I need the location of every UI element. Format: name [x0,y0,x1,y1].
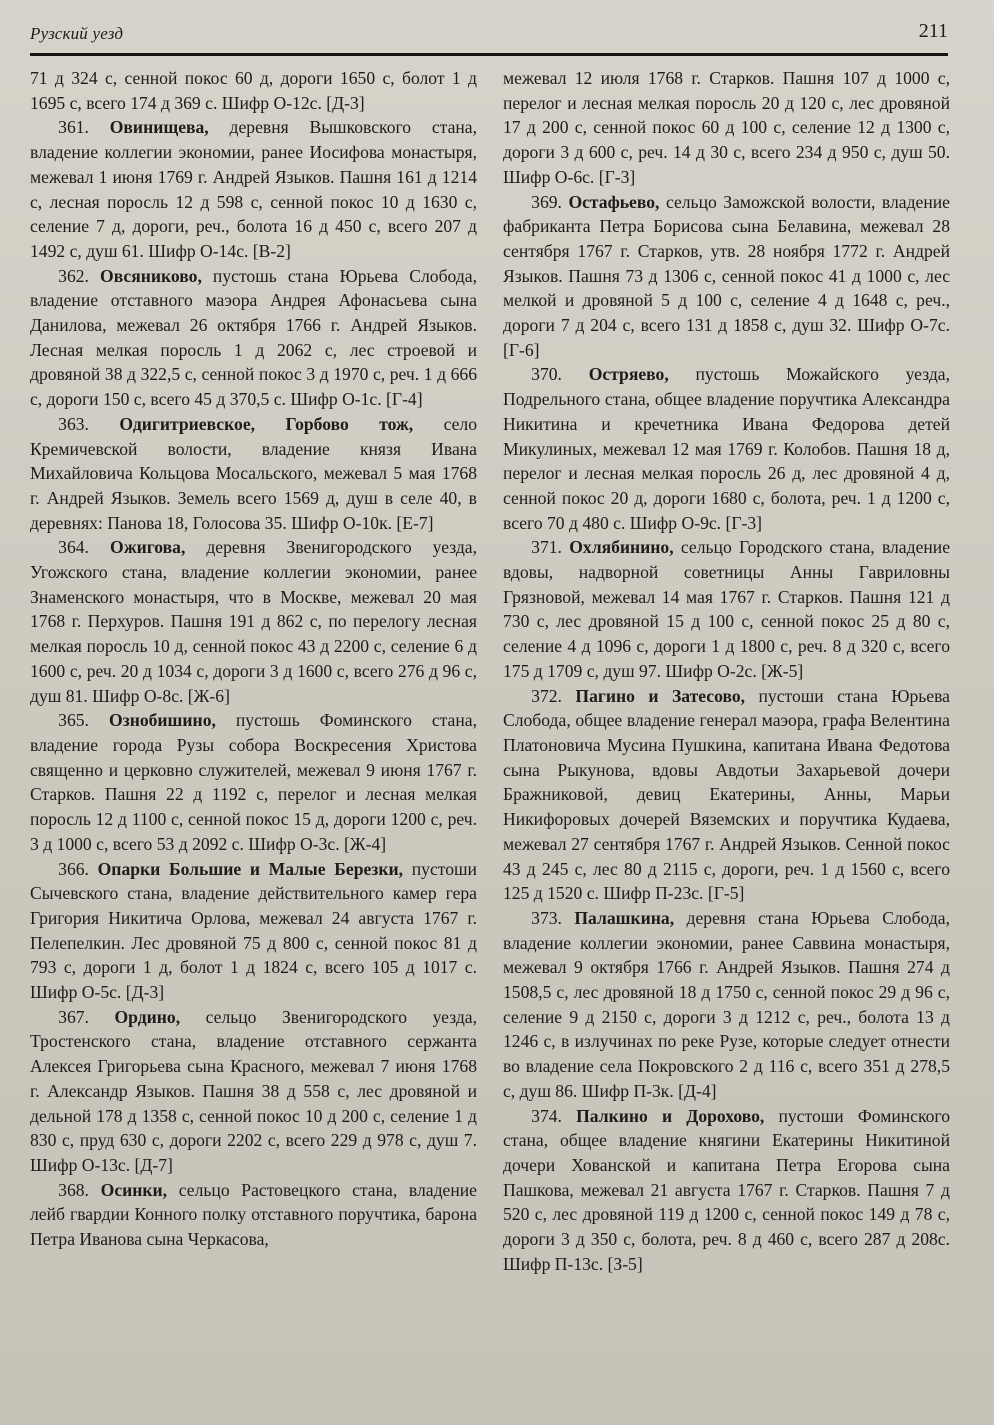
entry-text: пустоши стана Юрьева Слобода, общее владение генерал маэора, графа Велентина Платоновича Мусина Пушкина, капитана Ивана Федотова сына Рыкунова, вдовы Авдотьи Захарьевой дочери Бражниковой, девиц Екатерины, Анны, Марьи Никифоровых дочерей Вяземских и поручтика Кудаева, межевал 27 сентября 1767 г. Андрей Языков. Сенной покос 43 д 245 с, лес 80 д 2115 с, дороги, реч. 1 д 1560 с, всего 125 д 1520 с. Шифр П-23с. [Г-5] [503,685,950,904]
gazetteer-entry [30,264,477,412]
entry-place-name: Осинки, [100,1179,168,1200]
entry-text: пустоши Сычевского стана, владение действительного камер гера Григория Никитича Орлова, межевал 24 августа 1767 г. Пелепелкин. Лес дровяной 75 д 800 с, сенной покос 81 д 793 с, дороги 1 д, болот 1 д 1824 с, всего 105 д 1017 с. Шифр О-5с. [Д-3] [30,858,477,1003]
entry-number: 366. [58,858,89,879]
entry-text: межевал 12 июля 1768 г. Старков. Пашня 107 д 1000 с, перелог и лесная мелкая поросль 20 д 120 с, лес дровяной 17 д 200 с, сенной покос 60 д 100 с, селение 12 д 1300 с, дороги 3 д 600 с, реч. 14 д 30 с, всего 234 д 950 с, душ 50. Шифр О-6с. [Г-3] [503,68,950,187]
entry-number: 373. [531,907,562,928]
entry-place-name: Овсяниково, [100,265,202,286]
gazetteer-entry [30,1178,477,1252]
entry-text: сельцо Заможской волости, владение фабриканта Петра Борисова сына Белавина, межевал 28 сентября 1767 г. Старков, утв. 28 ноября 1772 г. Андрей Языков. Пашня 73 д 1306 с, сенной покос 41 д 1000 с, лес мелкой и дровяной 5 д 100 с, селение 4 д 1648 с, реч., дороги 7 д 204 с, всего 131 д 1858 с, душ 32. Шифр О-7с. [Г-6] [503,191,950,360]
entry-text: деревня Вышковского стана, владение коллегии экономии, ранее Иосифова монастыря, межевал 1 июня 1769 г. Андрей Языков. Пашня 161 д 1214 с, лесная поросль 12 д 598 с, сенной покос 10 д 1630 с, селение 7 д, дороги, реч., болота 16 д 450 с, всего 207 д 1492 с, душ 61. Шифр О-14с. [В-2] [30,117,478,261]
entry-number: 368. [58,1179,89,1200]
entry-text: сельцо Городского стана, владение вдовы, надворной советницы Анны Гавриловны Грязновой, межевал 14 мая 1767 г. Старков. Пашня 121 д 730 с, лес дровяной 15 д 100 с, сенной покос 25 д 80 с, селение 4 д 1096 с, дороги 1 д 1800 с, реч. 8 д 320 с, всего 175 д 1709 с, душ 97. Шифр О-2с. [Ж-5] [503,537,951,681]
entry-number: 361. [58,117,89,138]
gazetteer-entry [503,362,950,535]
entry-place-name: Остафьево, [568,191,660,212]
entry-place-name: Палашкина, [574,907,675,928]
text-columns [30,66,950,1416]
gazetteer-entry [30,857,477,1005]
entry-number: 371. [531,537,562,558]
entry-place-name: Ожигова, [109,537,186,558]
entry-text: пустошь Фоминского стана, владение города Рузы собора Воскресения Христова священно и церковно служителей, межевал 9 июня 1767 г. Старков. Пашня 22 д 1192 с, перелог и лесная мелкая поросль 12 д 1100 с, сенной покос 15 д, дороги 1200 с, реч. 3 д 1000 с, всего 53 д 2092 с. Шифр О-3с. [Ж-4] [30,710,477,854]
gazetteer-entry [503,684,950,906]
entry-number: 362. [58,265,89,286]
entry-text: пустошь Можайского уезда, Подрельного стана, общее владение поручтика Александра Никитина и кречетника Ивана Федорова детей Микулиных, межевал 12 мая 1769 г. Колобов. Пашня 18 д, перелог и лесная мелкая поросль 26 д, лес дровяной 4 д, сенной покос 20 д, дороги 1680 с, болота, реч. 1 д 1200 с, всего 70 д 480 с. Шифр О-9с. [Г-3] [503,364,950,533]
entry-place-name: Ознобишино, [108,710,216,731]
entry-text: деревня стана Юрьева Слобода, владение коллегии экономии, ранее Саввина монастыря, межевал 9 октября 1766 г. Андрей Языков. Пашня 274 д 1508,5 с, лес дровяной 18 д 1750 с, сенной покос 29 д 96 с, селение 9 д 2150 с, дороги 3 д 1212 с, реч., болота 13 д 1246 с, в излучинах по реке Рузе, которые следует отнести во владение села Покровского 2 д 116 с, всего 351 д 278,5 с, душ 86. Шифр П-3к. [Д-4] [503,907,950,1101]
gazetteer-entry [30,1005,477,1178]
gazetteer-entry [503,906,950,1104]
left-column [30,66,477,1416]
entry-text: сельцо Звенигородского уезда, Тростенского стана, владение отставного сержанта Алексея Григорьева сына Красного, межевал 7 июня 1768 г. Александр Языков. Пашня 38 д 558 с, лес дровяной и дельной 178 д 1358 с, сенной покос 10 д 200 с, селение 1 д 830 с, пруд 630 с, дороги 2202 с, всего 229 д 978 с, душ 7. Шифр О-13с. [Д-7] [30,1006,477,1175]
entry-number: 369. [531,191,562,212]
entry-number: 363. [58,413,89,434]
entry-number: 364. [58,537,89,558]
continued-entry [503,66,950,190]
entry-text: пустоши Фоминского стана, общее владение княгини Екатерины Никитиной дочери Хованской и капитана Петра Егорова сына Пашкова, межевал 21 августа 1767 г. Старков. Пашня 7 д 520 с, лес дровяной 119 д 1200 с, сенной покос 149 д 78 с, дороги 3 д 350 с, болота, реч. 8 д 460 с, всего 287 д 208с. Шифр П-13с. [З-5] [503,1105,950,1274]
entry-number: 370. [531,364,562,385]
entry-text: сельцо Растовецкого стана, владение лейб гвардии Конного полку отставного поручтика, барона Петра Иванова сына Черкасова, [30,1179,477,1250]
gazetteer-entry [30,708,477,856]
gazetteer-entry [30,535,477,708]
gazetteer-entry [30,115,477,263]
entry-number: 374. [531,1105,562,1126]
entry-place-name: Остряево, [588,364,669,385]
header-rule [30,53,948,56]
entry-place-name: Одигитриевское, Горбово тож, [119,413,414,434]
entry-number: 367. [58,1006,89,1027]
entry-place-name: Охлябинино, [569,537,674,558]
entry-place-name: Овинищева, [109,117,209,138]
right-column [503,66,950,1416]
entry-text: село Кремичевской волости, владение князя Ивана Михайловича Кольцова Мосальского, межевал 5 мая 1768 г. Андрей Языков. Земель всего 1569 д, душ в селе 40, в деревнях: Панова 18, Голосова 35. Шифр О-10к. [Е-7] [30,413,477,533]
entry-place-name: Палкино и Дорохово, [576,1105,765,1126]
entry-place-name: Опарки Большие и Малые Березки, [97,858,404,879]
running-title: Рузский уезд [30,24,124,43]
continued-entry [30,66,477,115]
gazetteer-entry [503,1104,950,1277]
entry-place-name: Ордино, [114,1006,181,1027]
entry-text: 71 д 324 с, сенной покос 60 д, дороги 1650 с, болот 1 д 1695 с, всего 174 д 369 с. Шифр О-12с. [Д-3] [30,68,477,113]
gazetteer-entry [503,190,950,363]
entry-place-name: Пагино и Затесово, [575,685,746,706]
page-number: 211 [918,20,948,42]
gazetteer-entry [30,412,477,536]
page-header [30,18,948,58]
entry-text: пустошь стана Юрьева Слобода, владение отставного маэора Андрея Афонасьева сына Данилова, межевал 26 октября 1766 г. Андрей Языков. Лесная мелкая поросль 1 д 2062 с, лес строевой и дровяной 38 д 322,5 с, сенной покос 3 д 1970 с, реч. 1 д 666 с, дороги 150 с, всего 45 д 370,5 с. Шифр О-1с. [Г-4] [30,265,477,410]
entry-text: деревня Звенигородского уезда, Угожского стана, владение коллегии экономии, ранее Знаменского монастыря, что в Москве, межевал 20 мая 1768 г. Перхуров. Пашня 191 д 862 с, по перелогу лесная мелкая поросль 10 д, сенной покос 43 д 2200 с, селение 6 д 1600 с, реч. 20 д 1034 с, дороги 3 д 1600 с, всего 276 д 96 с, душ 81. Шифр О-8с. [Ж-6] [30,537,478,706]
entry-number: 372. [531,685,562,706]
entry-number: 365. [58,710,89,731]
gazetteer-entry [503,535,950,683]
